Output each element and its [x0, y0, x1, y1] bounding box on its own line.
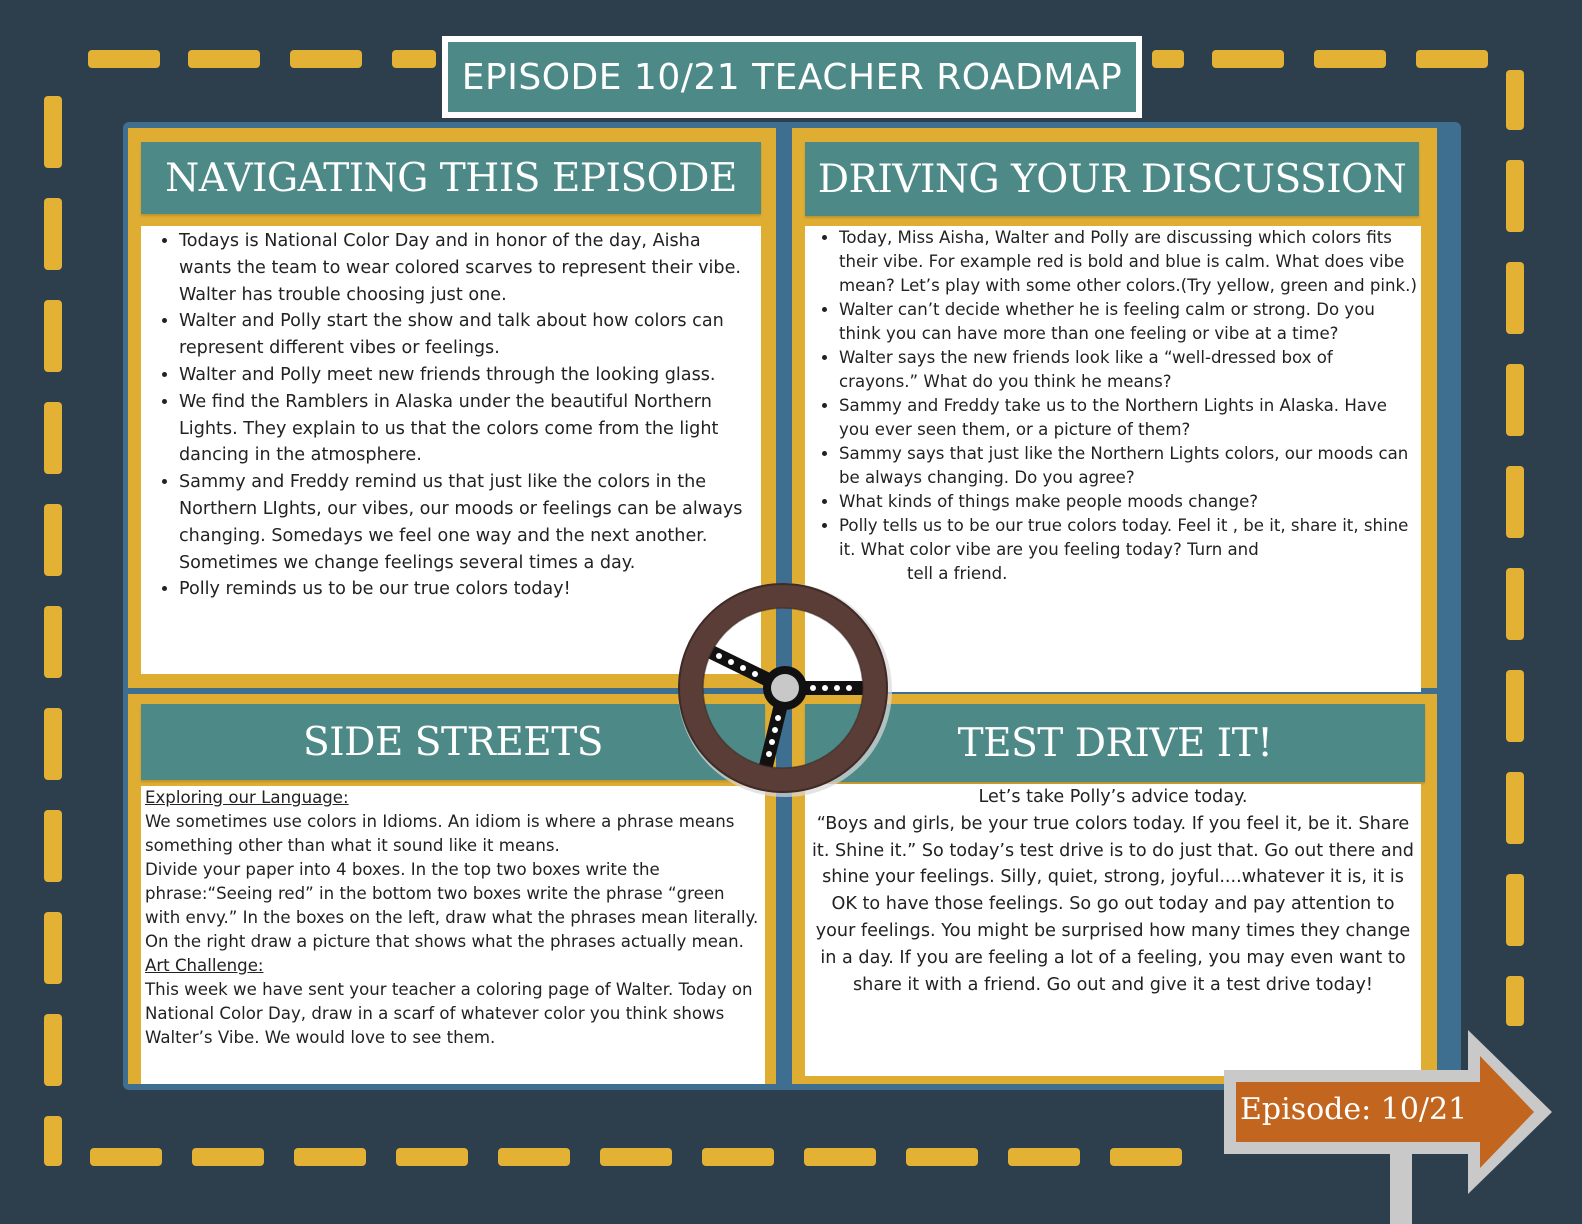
page-title: EPISODE 10/21 TEACHER ROADMAP — [448, 42, 1136, 112]
driving-continuation: tell a friend. — [907, 564, 1008, 583]
list-item: • Todays is National Color Day and in honor of the day, Aisha wants the team to wear colored scarves to represent their vibe. Walter has trouble choosing just one. — [179, 228, 757, 308]
language-paragraph-1: We sometimes use colors in Idioms. An idiom is where a phrase means something other than what it sound like it means. — [145, 812, 735, 855]
test-drive-text: “Boys and girls, be your true colors today. If you feel it, be it. Share it. Shine it.” So today’s test drive is to do just that. Go out there and shine your feelings. Silly, quiet, strong, joyful....whatever it is, it is OK to have those feelings. So go out today and pay attention to your feelings. You might be surprised how many times they change in a day. If you are feeling a lot of a feeling, you may even want to share it with a friend. Go out and give it a test drive today! — [812, 813, 1414, 995]
driving-body — [805, 226, 1421, 692]
steering-wheel-icon — [675, 580, 895, 800]
episode-sign-label: Episode: 10/21 — [1240, 1091, 1468, 1127]
navigating-body — [141, 226, 761, 674]
list-item: • Walter can’t decide whether he is feeling calm or strong. Do you think you can have more than one feeling or vibe at a time? — [839, 298, 1417, 346]
navigating-list — [141, 228, 757, 603]
list-item: • Sammy and Freddy take us to the Northern Lights in Alaska. Have you ever seen them, or a picture of them? — [839, 394, 1417, 442]
list-item: • Today, Miss Aisha, Walter and Polly are discussing which colors fits their vibe. For example red is bold and blue is calm. What does vibe mean? Let’s play with some other colors.(Try yellow, green and pink.) — [839, 226, 1417, 298]
art-paragraph: This week we have sent your teacher a coloring page of Walter. Today on National Color Day, draw in a scarf of whatever color you think shows Walter’s Vibe. We would love to see them. — [145, 980, 753, 1047]
driving-heading: DRIVING YOUR DISCUSSION — [805, 142, 1419, 216]
art-subheading: Art Challenge: — [145, 956, 264, 975]
list-item: • We find the Ramblers in Alaska under the beautiful Northern Lights. They explain to us that the colors come from the light dancing in the atmosphere. — [179, 389, 757, 469]
list-item: • Walter says the new friends look like a “well-dressed box of crayons.” What do you think he means? — [839, 346, 1417, 394]
list-item: • Sammy says that just like the Northern Lights colors, our moods can be always changing. Do you agree? — [839, 442, 1417, 490]
list-item: • Polly tells us to be our true colors today. Feel it , be it, share it, shine it. What color vibe are you feeling today? Turn and — [839, 514, 1417, 562]
side-streets-heading: SIDE STREETS — [141, 704, 765, 780]
language-subheading: Exploring our Language: — [145, 788, 349, 807]
title-banner — [442, 36, 1142, 118]
navigating-heading: NAVIGATING THIS EPISODE — [141, 142, 761, 214]
list-item: • Sammy and Freddy remind us that just like the colors in the Northern LIghts, our vibes, our moods or feelings can be always changing. Somedays we feel one way and the next another. Sometimes we change feelings several times a day. — [179, 469, 757, 576]
side-streets-body — [141, 786, 765, 1084]
list-item: • Polly reminds us to be our true colors today! — [179, 576, 757, 603]
list-item: • What kinds of things make people moods change? — [839, 490, 1417, 514]
list-item: • Walter and Polly start the show and talk about how colors can represent different vibes or feelings. — [179, 308, 757, 362]
test-drive-intro: Let’s take Polly’s advice today. — [978, 787, 1248, 807]
driving-list — [805, 226, 1417, 562]
test-drive-heading: TEST DRIVE IT! — [805, 704, 1425, 782]
language-paragraph-2: Divide your paper into 4 boxes. In the top two boxes write the phrase:“Seeing red” in the bottom two boxes write the phrase “green with envy.” In the boxes on the left, draw what the phrases mean literally. On the right draw a picture that shows what the phrases actually mean. — [145, 860, 759, 951]
list-item: • Walter and Polly meet new friends through the looking glass. — [179, 362, 757, 389]
